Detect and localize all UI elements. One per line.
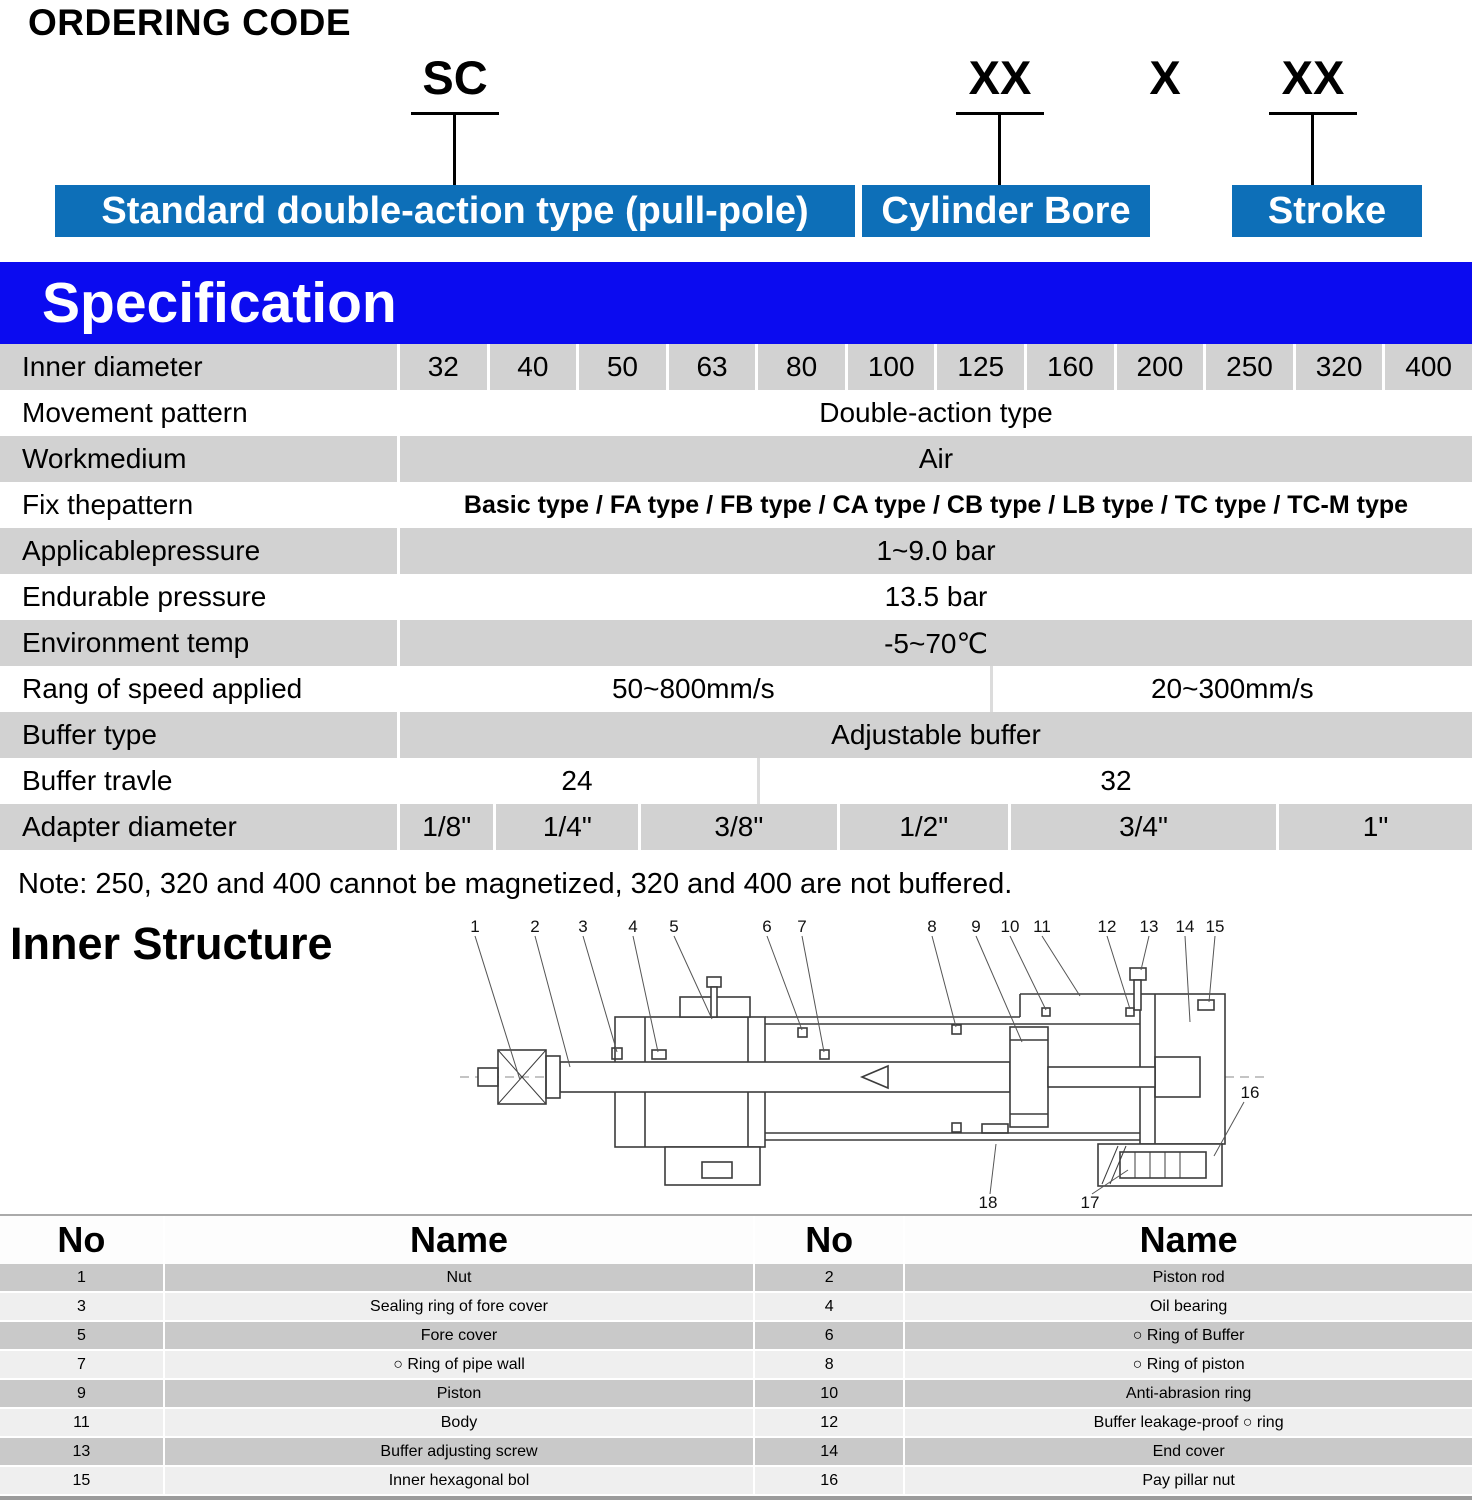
spec-value-cell: Double-action type	[819, 397, 1053, 428]
spec-value-cell: Air	[918, 443, 954, 474]
parts-header-name: Name	[165, 1216, 755, 1264]
part-no: 4	[755, 1293, 905, 1322]
part-name: Piston rod	[905, 1264, 1472, 1293]
callout-14: 14	[1175, 917, 1195, 936]
spec-value-cell: 32	[757, 758, 1472, 804]
part-name: Body	[165, 1409, 755, 1438]
part-no: 13	[0, 1438, 165, 1467]
callout-17: 17	[1080, 1193, 1100, 1212]
spec-row-speed-range	[0, 666, 1472, 712]
spec-value-cell: 24	[400, 758, 757, 804]
specification-title: Specification	[42, 271, 397, 335]
parts-row	[0, 1264, 1472, 1293]
spec-row-applicable-pressure	[0, 528, 1472, 574]
part-no: 1	[0, 1264, 165, 1293]
spec-row-buffer-type	[0, 712, 1472, 758]
cylinder-cross-section-diagram	[430, 912, 1280, 1212]
code-connector-line	[453, 112, 456, 185]
spec-value-cell: 20~300mm/s	[990, 666, 1472, 712]
spec-value-cell: -5~70℃	[884, 627, 988, 659]
end-cover-drawing	[1130, 968, 1225, 1144]
pay-pillar-nut-drawing	[1098, 1144, 1222, 1186]
parts-header-name: Name	[1139, 1219, 1238, 1260]
spec-row-label: Rang of speed applied	[0, 666, 400, 712]
callout-5: 5	[669, 917, 679, 936]
spec-row-label: Environment temp	[0, 620, 400, 666]
inner-structure-section	[0, 912, 1472, 1214]
part-name: ○ Ring of Buffer	[905, 1322, 1472, 1351]
spec-row-inner-diameter	[0, 344, 1472, 390]
part-name: Inner hexagonal bol	[165, 1467, 755, 1496]
spec-value-cell: 32	[400, 344, 490, 390]
part-no: 11	[0, 1409, 165, 1438]
code-sc: SC	[422, 51, 488, 104]
spec-value-cell: 3/4"	[1011, 804, 1279, 850]
spec-row-label: Inner diameter	[0, 344, 400, 390]
spec-row-fix-pattern	[0, 482, 1472, 528]
spec-value-cell: Adjustable buffer	[831, 719, 1041, 750]
callout-10: 10	[1000, 917, 1020, 936]
callout-12: 12	[1097, 917, 1117, 936]
spec-value-cell: 1"	[1362, 811, 1389, 842]
callout-15: 15	[1205, 917, 1225, 936]
spec-value-cell: 200	[1117, 344, 1207, 390]
part-name: Oil bearing	[905, 1293, 1472, 1322]
part-name: Nut	[165, 1264, 755, 1293]
spec-row-buffer-travel	[0, 758, 1472, 804]
spec-value-cell: 125	[937, 344, 1027, 390]
part-no: 6	[755, 1322, 905, 1351]
spec-value-cell: 50~800mm/s	[400, 666, 990, 712]
part-no: 12	[755, 1409, 905, 1438]
part-name: End cover	[905, 1438, 1472, 1467]
part-no: 5	[0, 1322, 165, 1351]
spec-value-cell: 1/8"	[400, 804, 496, 850]
spec-value-cell: 100	[848, 344, 938, 390]
callout-4: 4	[628, 917, 638, 936]
inner-structure-title: Inner Structure	[10, 918, 333, 969]
parts-row	[0, 1351, 1472, 1380]
callout-8: 8	[927, 917, 937, 936]
spec-value-cell: 3/8"	[641, 804, 839, 850]
spec-row-adapter-diameter	[0, 804, 1472, 850]
parts-row	[0, 1322, 1472, 1351]
part-no: 14	[755, 1438, 905, 1467]
part-name: Fore cover	[165, 1322, 755, 1351]
spec-value-cell: 1~9.0 bar	[876, 535, 996, 566]
part-no: 7	[0, 1351, 165, 1380]
part-no: 16	[755, 1467, 905, 1496]
spec-row-label: Endurable pressure	[0, 574, 400, 620]
label-action-type: Standard double-action type (pull-pole)	[55, 185, 855, 237]
spec-row-endurable-pressure	[0, 574, 1472, 620]
spec-row-label: Applicablepressure	[0, 528, 400, 574]
part-name: Buffer leakage-proof ○ ring	[905, 1409, 1472, 1438]
code-bore: XX	[968, 51, 1032, 104]
callout-16: 16	[1240, 1083, 1260, 1102]
spec-row-label: Fix thepattern	[0, 482, 400, 528]
spec-value-cell: 13.5 bar	[884, 581, 988, 612]
ordering-code-title: ORDERING CODE	[28, 2, 352, 43]
parts-row	[0, 1438, 1472, 1467]
specification-banner	[0, 262, 1472, 344]
part-no: 2	[755, 1264, 905, 1293]
callout-18: 18	[978, 1193, 998, 1212]
ordering-code-section	[0, 0, 1472, 262]
callout-11: 11	[1033, 917, 1051, 936]
part-name: Sealing ring of fore cover	[165, 1293, 755, 1322]
part-no: 8	[755, 1351, 905, 1380]
parts-table-header	[0, 1216, 1472, 1264]
spec-value-cell: 1/4"	[496, 804, 641, 850]
spec-row-values	[400, 344, 1472, 390]
callout-3: 3	[578, 917, 588, 936]
spec-row-environment-temp	[0, 620, 1472, 666]
spec-row-label: Workmedium	[0, 436, 400, 482]
spec-value-cell: 40	[490, 344, 580, 390]
label-cylinder-bore: Cylinder Bore	[862, 185, 1150, 237]
part-no: 15	[0, 1467, 165, 1496]
spec-value-cell: 400	[1405, 351, 1452, 382]
parts-header-no: No	[755, 1216, 905, 1264]
spec-row-label: Buffer travle	[0, 758, 400, 804]
code-separator-x: X	[1149, 51, 1181, 104]
spec-value-cell: Basic type / FA type / FB type / CA type / CB type / LB type / TC type / TC-M type	[463, 490, 1409, 519]
spec-value-cell: 250	[1206, 344, 1296, 390]
part-no: 9	[0, 1380, 165, 1409]
part-no: 10	[755, 1380, 905, 1409]
parts-row	[0, 1293, 1472, 1322]
code-connector-line	[998, 112, 1001, 185]
callout-1: 1	[470, 917, 480, 936]
spec-value-cell: 1/2"	[840, 804, 1012, 850]
spec-value-cell: 160	[1027, 344, 1117, 390]
callout-2: 2	[530, 917, 540, 936]
spec-value-cell: 50	[579, 344, 669, 390]
parts-header-no: No	[0, 1216, 165, 1264]
clipped-row	[0, 1496, 1472, 1500]
part-name: Piston	[165, 1380, 755, 1409]
spec-row-workmedium	[0, 436, 1472, 482]
spec-row-movement	[0, 390, 1472, 436]
parts-row	[0, 1409, 1472, 1438]
note-text: Note: 250, 320 and 400 cannot be magnetized, 320 and 400 are not buffered.	[18, 868, 1013, 900]
part-name: Anti-abrasion ring	[905, 1380, 1472, 1409]
part-name: Buffer adjusting screw	[165, 1438, 755, 1467]
code-connector-line	[1311, 112, 1314, 185]
spec-value-cell: 320	[1296, 344, 1386, 390]
parts-table	[0, 1214, 1472, 1500]
spec-row-label: Buffer type	[0, 712, 400, 758]
part-name: ○ Ring of pipe wall	[165, 1351, 755, 1380]
callout-9: 9	[971, 917, 981, 936]
spec-row-label: Movement pattern	[0, 390, 400, 436]
spec-value-cell: 63	[669, 344, 759, 390]
callout-7: 7	[797, 917, 807, 936]
piston-drawing	[1010, 1027, 1155, 1127]
callout-13: 13	[1139, 917, 1159, 936]
part-name: ○ Ring of piston	[905, 1351, 1472, 1380]
part-name: Pay pillar nut	[905, 1467, 1472, 1496]
specification-table	[0, 344, 1472, 850]
label-stroke: Stroke	[1232, 185, 1422, 237]
parts-row	[0, 1467, 1472, 1496]
callout-6: 6	[762, 917, 772, 936]
parts-row	[0, 1380, 1472, 1409]
part-no: 3	[0, 1293, 165, 1322]
spec-value-cell: 80	[758, 344, 848, 390]
code-stroke: XX	[1281, 51, 1345, 104]
spec-row-label: Adapter diameter	[0, 804, 400, 850]
